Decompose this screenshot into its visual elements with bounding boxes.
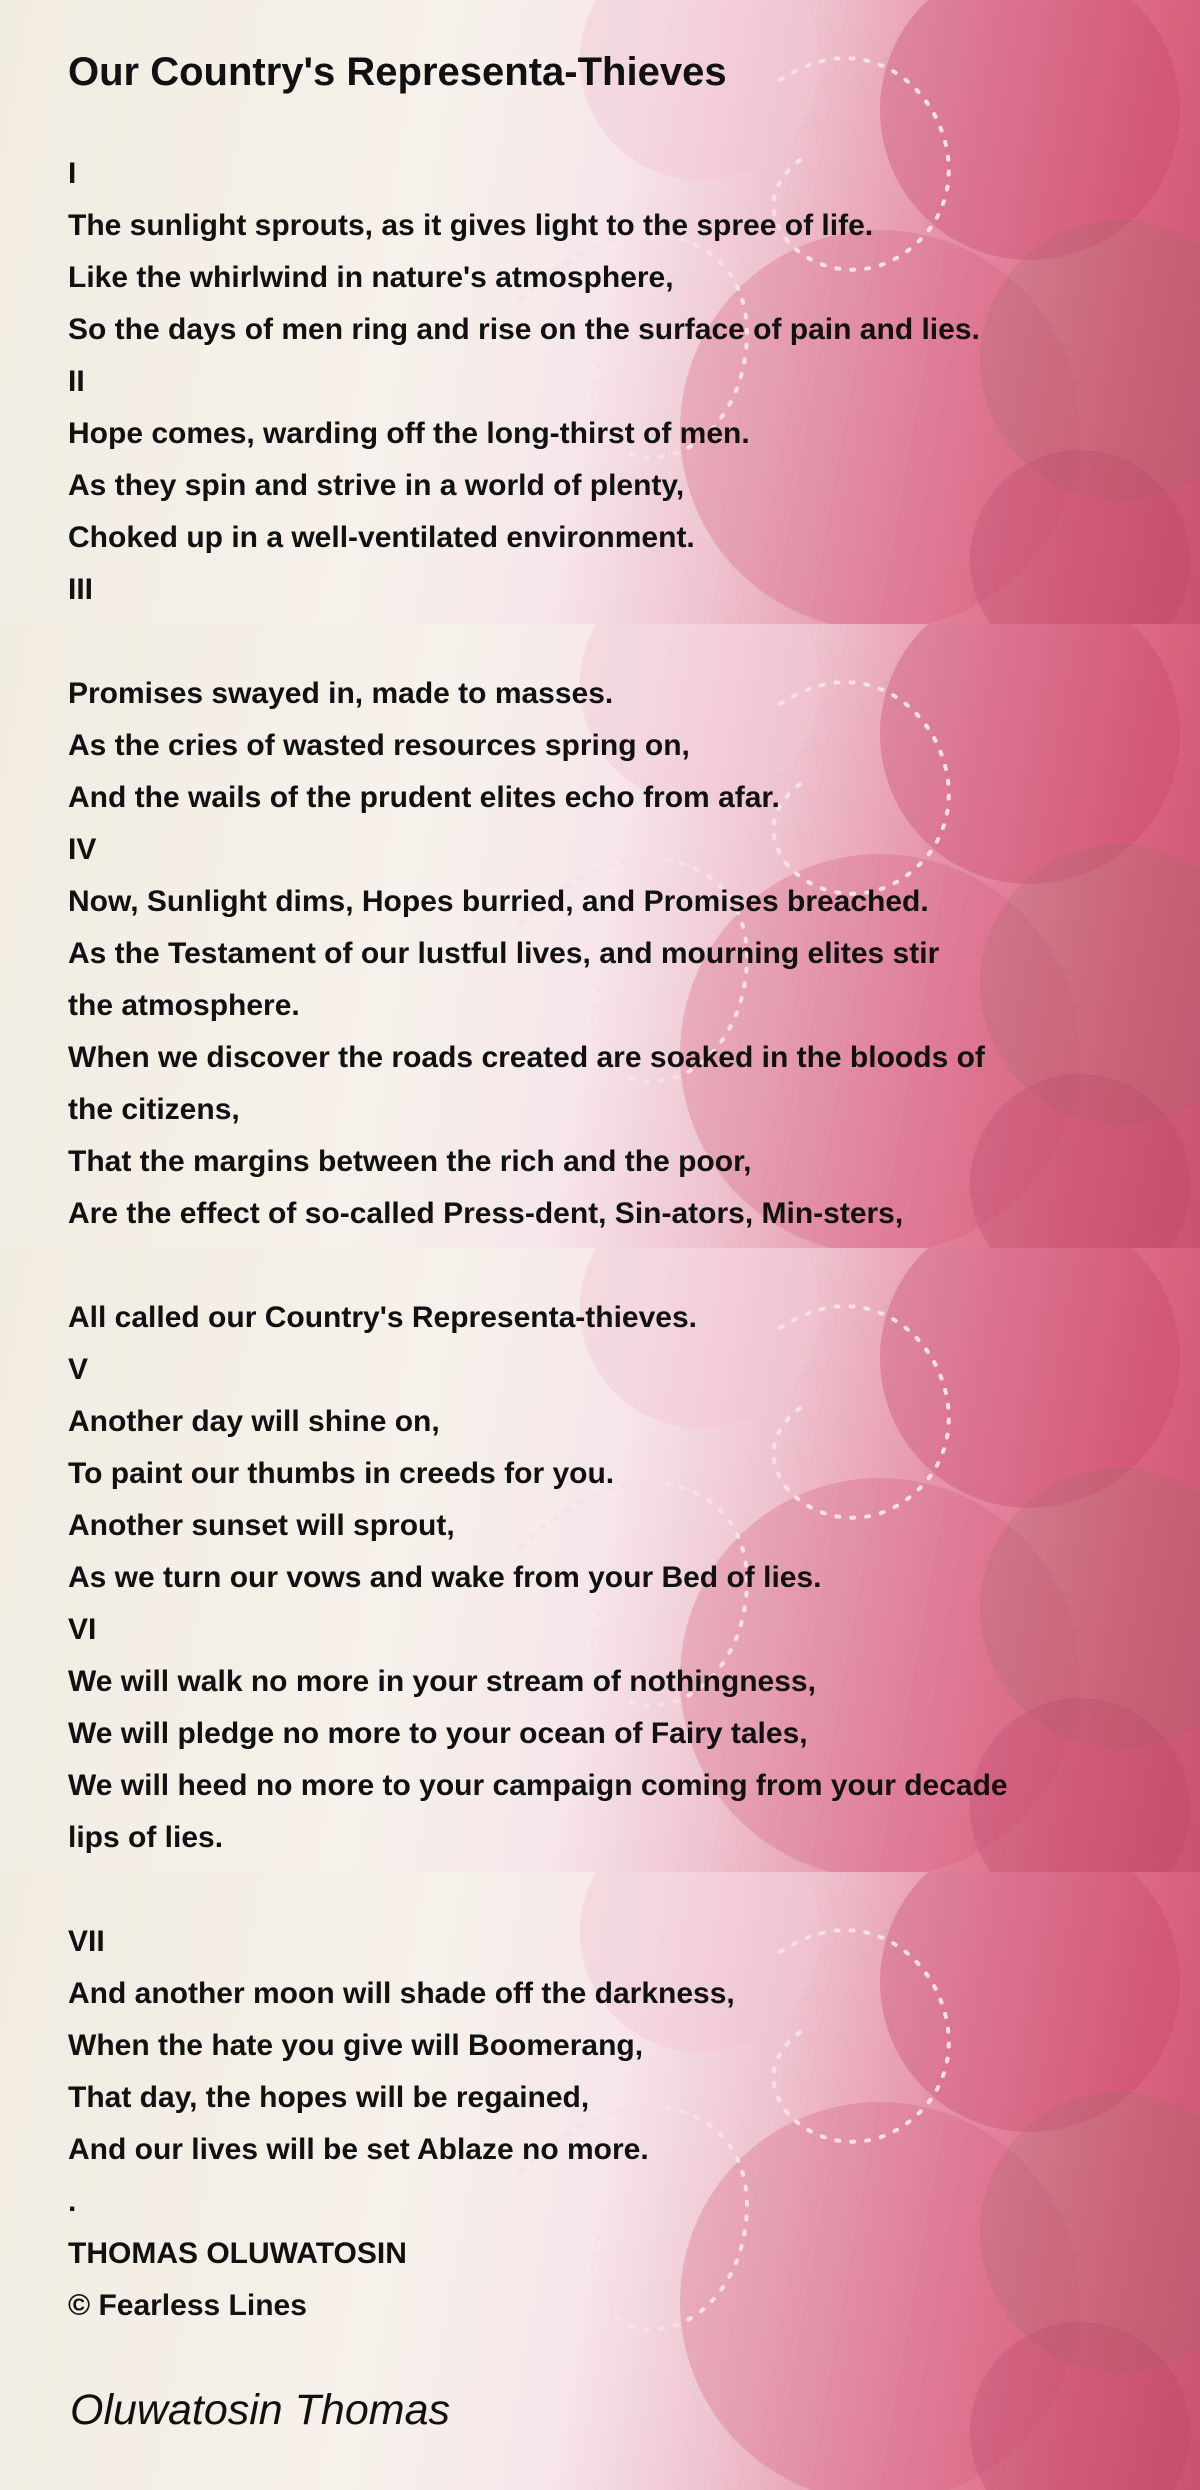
poem-line: Hope comes, warding off the long-thirst of men. [68,417,750,450]
poem-line [68,1864,1148,1916]
poem-line: As they spin and strive in a world of plenty, [68,469,685,502]
poem-line: III [68,573,94,606]
poem-title: Our Country's Representa-Thieves [68,50,727,94]
poem-line: VII [68,1925,105,1958]
poem-line: And another moon will shade off the darkness, [68,1977,735,2010]
poem-line: When we discover the roads created are soaked in the bloods of [68,1041,985,1074]
poem-line: We will pledge no more to your ocean of Fairy tales, [68,1717,808,1750]
poem-line: Promises swayed in, made to masses. [68,677,614,710]
poem-line: As the cries of wasted resources spring on, [68,729,690,762]
poem-copyright-line: © Fearless Lines [68,2289,307,2322]
poem-line: Another day will shine on, [68,1405,440,1438]
poem-line: That the margins between the rich and the poor, [68,1145,752,1178]
poem-line: the atmosphere. [68,989,300,1022]
poem-line: That day, the hopes will be regained, [68,2081,590,2114]
poem-line: As the Testament of our lustful lives, and mourning elites stir [68,937,940,970]
poem-author-line: THOMAS OLUWATOSIN [68,2237,407,2270]
poem-line: To paint our thumbs in creeds for you. [68,1457,615,1490]
poem-line: As we turn our vows and wake from your Bed of lies. [68,1561,822,1594]
poem-line: V [68,1353,89,1386]
poem-line: We will heed no more to your campaign coming from your decade [68,1769,1008,1802]
poem-line: Like the whirlwind in nature's atmosphere, [68,261,674,294]
poem-line: II [68,365,85,398]
poem-line: Choked up in a well-ventilated environment. [68,521,695,554]
poem-line: VI [68,1613,97,1646]
poem-line: And the wails of the prudent elites echo from afar. [68,781,780,814]
poem-line: Are the effect of so-called Press-dent, Sin-ators, Min-sters, [68,1197,904,1230]
poem-line: We will walk no more in your stream of nothingness, [68,1665,816,1698]
poem-body [68,148,1148,2332]
poem-line: The sunlight sprouts, as it gives light to the spree of life. [68,209,874,242]
poem-line: Now, Sunlight dims, Hopes burried, and Promises breached. [68,885,929,918]
poem-line: IV [68,833,97,866]
poem-line: lips of lies. [68,1821,224,1854]
poem-line: I [68,157,77,190]
author-signature: Oluwatosin Thomas [70,2386,450,2434]
poem-line: All called our Country's Representa-thieves. [68,1301,697,1334]
poem-line: . [68,2185,77,2218]
poem-line [68,1240,1148,1292]
poem-line [68,616,1148,668]
poem-line: When the hate you give will Boomerang, [68,2029,644,2062]
poem-line: Another sunset will sprout, [68,1509,455,1542]
poem-line: And our lives will be set Ablaze no more. [68,2133,649,2166]
poem-line: So the days of men ring and rise on the surface of pain and lies. [68,313,980,346]
poem-line: the citizens, [68,1093,240,1126]
